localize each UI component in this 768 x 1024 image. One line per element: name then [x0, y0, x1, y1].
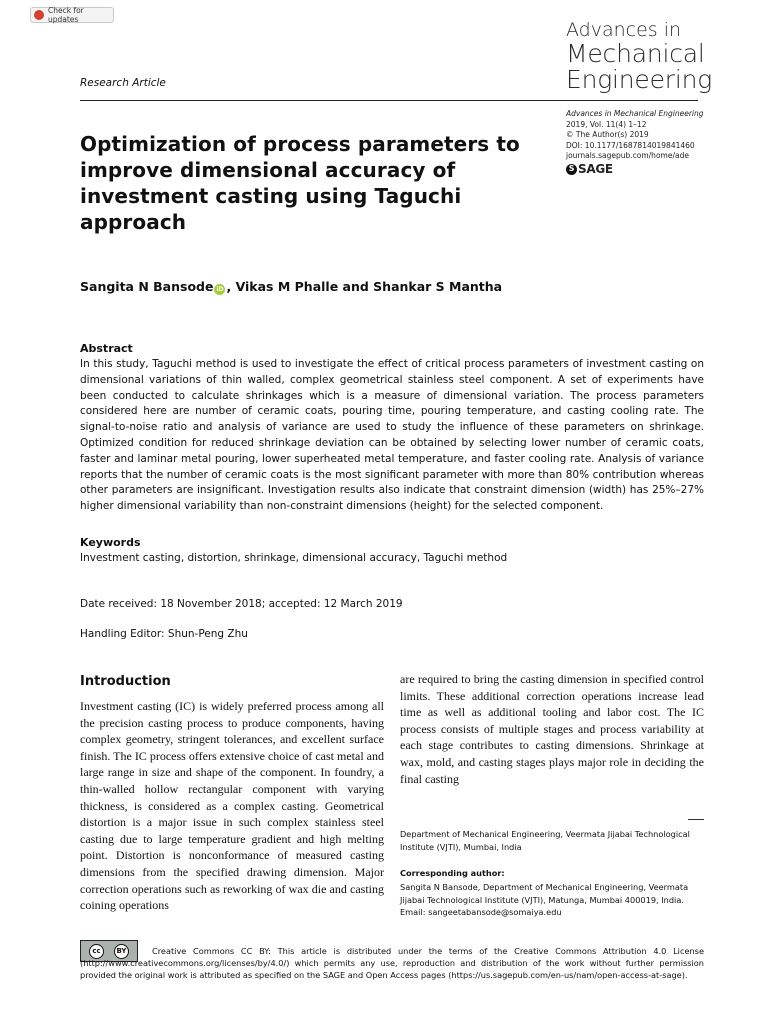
abstract-heading: Abstract: [80, 342, 133, 355]
introduction-heading: Introduction: [80, 674, 171, 689]
sage-wordmark: SAGE: [578, 162, 613, 177]
check-updates-icon: [34, 10, 44, 20]
journal-url-link[interactable]: journals.sagepub.com/home/ade: [566, 151, 689, 161]
corresponding-author-details: Sangita N Bansode, Department of Mechanical Engineering, Veermata Jijabai Technological Institute (VJTI), Matunga, Mumbai 400019, India.: [400, 882, 689, 905]
introduction-left-column: Investment casting (IC) is widely preferred process among all the precision casting process to produce components, having complex geometry, stringent tolerances, and excellent surface finish. The IC process offers extensive choice of cast metal and large range in size and shape of the component. In foundry, a thin-walled hollow rectangular component with varying thickness, is considered as a complex casting. Geometrical distortion is a major issue in such complex stainless steel casting due to large temperature gradient and high melting point. Distortion is nonconformance of measured casting dimensions from the specified drawing dimension. Major correction operations such as reworking of wax die and casting coining operations: [80, 699, 384, 913]
attribution-icon: BY: [114, 944, 129, 959]
affiliation: Department of Mechanical Engineering, Veermata Jijabai Technological Institute (VJTI), Mumbai, India: [400, 829, 690, 852]
journal-logo-line1: Advances in: [566, 19, 682, 41]
footnote-divider: [688, 819, 704, 820]
author-list: [80, 279, 502, 295]
author-rest: , Vikas M Phalle and Shankar S Mantha: [226, 279, 503, 294]
article-title: Optimization of process parameters to improve dimensional accuracy of investment casting using Taguchi approach: [80, 132, 520, 234]
check-for-updates-button[interactable]: [30, 7, 114, 23]
journal-logo-line2: Mechanical: [566, 39, 705, 68]
keywords-body: Investment casting, distortion, shrinkage, dimensional accuracy, Taguchi method: [80, 552, 508, 564]
doi-link[interactable]: DOI: 10.1177/1687814019841460: [566, 140, 695, 150]
date-received: Date received: 18 November 2018; accepted: 12 March 2019: [80, 598, 403, 610]
abstract-body: In this study, Taguchi method is used to investigate the effect of critical process parameters of investment casting on dimensional variations of thin walled, complex geometrical stainless steel component. A set of experiments have been conducted to calculate shrinkages which is a measure of dimensional variation. The process parameters considered here are number of ceramic coats, pouring time, pouring temperature, and casting cooling rate. The signal-to-noise ratio and analysis of variance are used to study the influence of these parameters on shrinkage. Optimized condition for reduced shrinkage deviation can be obtained by selecting lower number of ceramic coats, faster and laminar metal pouring, lower superheated metal temperature, and faster cooling rate. Analysis of variance reports that the number of ceramic coats is the most significant parameter with more than 80% contribution whereas other parameters are insignificant. Investigation results also indicate that constraint dimension (width) has 25%–27% higher dimensional variability than non-constraint dimensions (height) for the selected component.: [80, 358, 704, 513]
copyright: © The Author(s) 2019: [566, 130, 649, 140]
journal-logo-line3: Engineering: [566, 65, 713, 94]
sage-icon: S: [566, 164, 577, 175]
article-type: Research Article: [80, 77, 166, 89]
journal-meta: [566, 109, 756, 175]
check-updates-label: Check for updates: [48, 6, 84, 24]
creative-commons-icon: cc: [89, 944, 104, 959]
corresponding-author-email[interactable]: Email: sangeetabansode@somaiya.edu: [400, 907, 562, 918]
license-text: Creative Commons CC BY: This article is distributed under the terms of the Creative Commons Attribution 4.0 License (http://www.creativecommons.org/licenses/by/4.0/) which permits any use, reproduction and distribution of the work without further permission provided the original work is attributed as specified on the SAGE and Open Access pages (https://us.sagepub.com/en-us/nam/open-access-at-sage).: [80, 946, 704, 981]
introduction-right-column: are required to bring the casting dimension in specified control limits. These additional correction operations increase lead time as well as additional tooling and labor cost. The IC process consists of multiple stages and process variability at each stage contributes to casting dimensions. Shrinkage at wax, mold, and casting stages plays major role in deciding the final casting: [400, 672, 704, 786]
corresponding-author-heading: Corresponding author:: [400, 868, 505, 878]
handling-editor: Handling Editor: Shun-Peng Zhu: [80, 628, 248, 640]
sage-logo: [566, 164, 756, 175]
orcid-icon[interactable]: iD: [216, 286, 224, 293]
journal-logo: [566, 20, 756, 93]
header-divider: [80, 100, 698, 101]
author-first[interactable]: Sangita N Bansode: [80, 279, 214, 294]
keywords-heading: Keywords: [80, 536, 141, 549]
journal-volume: 2019, Vol. 11(4) 1–12: [566, 119, 647, 129]
corresponding-author: [400, 881, 704, 919]
journal-name: Advances in Mechanical Engineering: [566, 109, 704, 118]
